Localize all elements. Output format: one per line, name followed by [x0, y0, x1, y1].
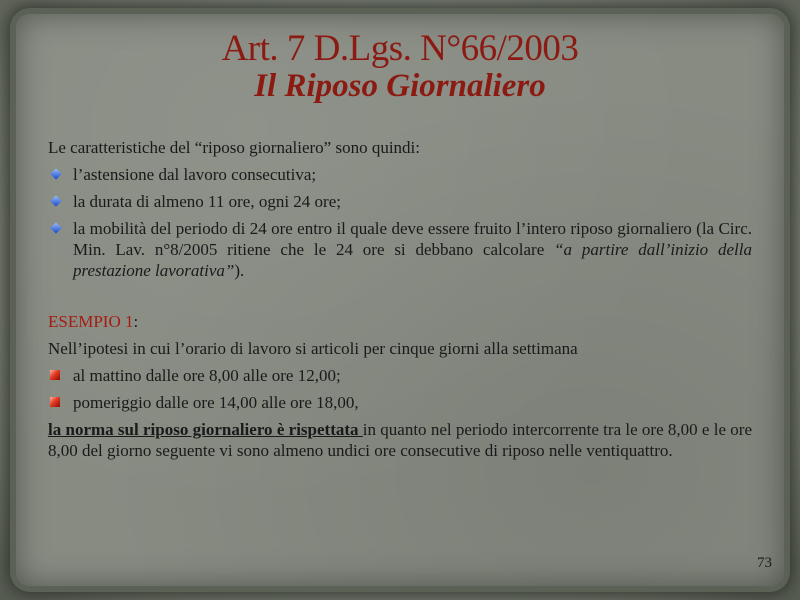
- intro-text: Le caratteristiche del “riposo giornaliero” sono quindi:: [48, 138, 420, 157]
- slide-content: [48, 137, 752, 467]
- list-item: [48, 218, 752, 281]
- list-item-text: l’astensione dal lavoro consecutiva;: [73, 165, 317, 184]
- list-item-quote: “a partire dall’inizio della prestazione lavorativa”: [73, 240, 753, 280]
- list-item-text: pomeriggio dalle ore 14,00 alle ore 18,00,: [73, 393, 359, 412]
- list-item-tail: ).: [234, 261, 245, 280]
- example-colon: :: [133, 312, 139, 331]
- spacer: [48, 287, 752, 311]
- conclusion-bold: la norma sul riposo giornaliero è rispettata: [48, 420, 363, 439]
- list-item: [48, 191, 752, 212]
- list-item-text: la durata di almeno 11 ore, ogni 24 ore;: [73, 192, 341, 211]
- list-item: [48, 164, 752, 185]
- diamond-bullet-icon: [50, 195, 61, 206]
- example-label: ESEMPIO 1: [48, 312, 134, 331]
- example-line: Nell’ipotesi in cui l’orario di lavoro si articoli per cinque giorni alla settimana: [48, 339, 578, 358]
- conclusion-rest: in quanto nel periodo intercorrente tra le ore 8,00 e le ore 8,00 del giorno seguente vi sono almeno undici ore consecutive di riposo nelle ventiquattro.: [48, 420, 752, 460]
- square-bullet-icon: [50, 370, 60, 380]
- title-line-2: Il Riposo Giornaliero: [254, 67, 546, 104]
- page-number: 73: [757, 555, 772, 571]
- conclusion-text: [48, 419, 752, 461]
- diamond-bullet-icon: [50, 222, 61, 233]
- square-bullet-icon: [50, 397, 60, 407]
- diamond-bullet-icon: [50, 168, 61, 179]
- example-heading: [48, 311, 752, 332]
- title-line-1: Art. 7 D.Lgs. N°66/2003: [221, 28, 579, 69]
- list-item: [48, 392, 752, 413]
- list-item: [48, 365, 752, 386]
- slide-title: [0, 30, 800, 103]
- list-item-text: la mobilità del periodo di 24 ore entro il quale deve essere fruito l’intero riposo giornaliero (la Circ. Min. Lav. n°8/2005 ritiene che le 24 ore si debbano calcolare: [73, 219, 752, 259]
- list-item-text: al mattino dalle ore 8,00 alle ore 12,00;: [73, 366, 341, 385]
